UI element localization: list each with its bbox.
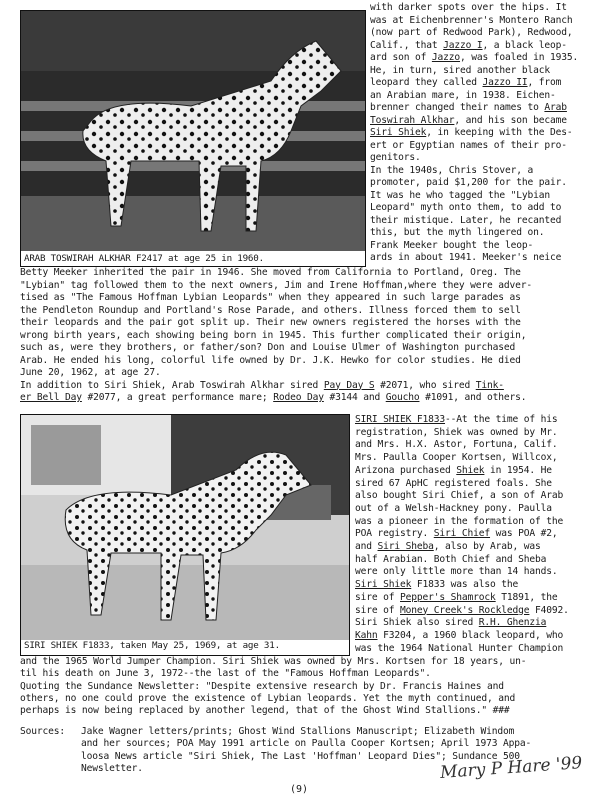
text-run: , and his son became	[454, 114, 567, 126]
text-run: their leopards and the pair got split up. Their new owners registered the horses with the	[20, 317, 521, 328]
text-line	[20, 267, 521, 280]
underlined-name: Goucho	[385, 392, 420, 403]
text-line	[370, 127, 573, 140]
text-run: He, in turn, sired another black	[370, 64, 551, 76]
text-line	[20, 330, 526, 343]
text-line	[370, 140, 567, 153]
text-run: (now part of Redwood Park), Redwood,	[370, 27, 573, 38]
text-run: the Pendleton Roundup and Portland's Rose Parade, and others. Illness forced them to sell	[20, 304, 521, 316]
underlined-name: Siri Shiek	[370, 127, 427, 138]
text-run: , from	[527, 77, 562, 88]
underlined-name: Siri Sheba	[377, 541, 434, 552]
text-line	[20, 656, 526, 669]
photo-siri-shiek	[20, 414, 350, 656]
text-line	[370, 40, 567, 53]
text-line	[355, 605, 569, 618]
text-run: was POA #2,	[490, 528, 558, 540]
text-run: #3144 and	[323, 392, 386, 403]
text-line	[370, 252, 561, 265]
text-run: Arab. He ended his long, colorful life owned by Dr. J.K. Hewko for color studies. He died	[20, 354, 521, 366]
text-run: their mistique. Later, he recanted	[370, 214, 562, 226]
photo-arab-toswirah-alkhar	[20, 10, 366, 267]
text-run: F4092.	[529, 604, 569, 616]
text-run: this, but the myth lingered on.	[370, 227, 545, 238]
text-line	[370, 27, 573, 40]
text-run: T1891, the	[495, 591, 558, 603]
text-run: and Mrs. H.X. Astor, Fortuna, Calif.	[355, 439, 558, 451]
text-line	[370, 52, 578, 65]
photo-caption: ARAB TOSWIRAH ALKHAR F2417 at age 25 in 1960.	[24, 253, 264, 264]
text-line	[355, 566, 558, 579]
text-run: ert or Egyptian names of their pro-	[370, 139, 567, 151]
text-run: others, no one could prove the existence of Lybian leopards. Yet the myth continued, and	[20, 692, 516, 704]
underlined-name: er Bell Day	[20, 392, 82, 403]
text-line	[370, 115, 567, 128]
text-run: In addition to Siri Shiek, Arab Toswirah Alkhar sired	[20, 379, 324, 391]
text-run: was the 1964 National Hunter Champion	[355, 642, 564, 654]
text-run: POA registry.	[355, 528, 434, 540]
text-line	[20, 305, 521, 318]
underlined-name: Arab	[544, 102, 567, 113]
text-run: perhaps is now being replaced by another legend, that of the Ghost Wind Stallions." ###	[20, 705, 510, 717]
source-line: loosa News article "Siri Shiek, The Last 'Hoffman' Leopard Dies"; Sundance 500	[81, 750, 520, 762]
text-line	[355, 465, 552, 478]
text-line	[20, 705, 509, 718]
text-line	[20, 367, 161, 380]
horse-photo-image-1	[21, 11, 365, 251]
text-line	[355, 579, 518, 592]
text-line	[370, 165, 533, 178]
text-run: in 1954. He	[484, 464, 552, 476]
text-run: brenner changed their names to	[370, 102, 545, 113]
text-line	[355, 541, 541, 554]
text-line	[370, 2, 567, 15]
text-run: was a pioneer in the formation of the	[355, 515, 564, 527]
text-run: In the 1940s, Chris Stover, a	[370, 164, 534, 176]
text-run: June 20, 1962, at age 27.	[20, 367, 161, 378]
text-run: Betty Meeker inherited the pair in 1946. She moved from California to Portland, Oreg. The	[20, 267, 521, 278]
underlined-name: Pepper's Shamrock	[400, 591, 496, 603]
underlined-name: Siri Shiek	[355, 579, 412, 591]
text-run: an Arabian mare, in 1938. Eichen-	[370, 89, 556, 101]
text-line	[355, 490, 563, 503]
text-run: , also by Arab, was	[433, 541, 541, 552]
underlined-name: SIRI SHIEK F1833	[355, 414, 446, 425]
text-run: , in keeping with the Des-	[426, 127, 573, 138]
text-line	[355, 592, 558, 605]
underlined-name: R.H. Ghenzia	[478, 617, 547, 629]
text-line	[355, 516, 563, 529]
text-run: such as, were they brothers, or father/son? Don and Louise Ulmer of Washington purchased	[20, 342, 516, 353]
text-run: genitors.	[370, 152, 421, 163]
text-run: "Lybian" tag followed them to the next owners, Jim and Irene Hoffman,where they were adver-	[20, 279, 532, 291]
underlined-name: Kahn	[355, 629, 378, 641]
text-run: and the 1965 World Jumper Champion. Siri Shiek was owned by Mrs. Kortsen for 18 years, un-	[20, 656, 527, 667]
text-line	[370, 190, 550, 203]
text-run: leopard they called	[370, 77, 483, 88]
text-run: registration, Shiek was owned by Mr.	[355, 426, 558, 438]
underlined-name: Shiek	[456, 464, 485, 476]
page-number: (9)	[290, 784, 309, 795]
underlined-name: Toswirah Alkhar	[370, 114, 455, 126]
text-run: tised as "The Famous Hoffman Lybian Leopards" when they appeared in such large parades as	[20, 292, 521, 303]
text-line	[370, 227, 544, 240]
text-run: Frank Meeker bought the leop-	[370, 239, 534, 251]
text-line	[20, 380, 504, 393]
text-run: half Arabian. Both Chief and Sheba	[355, 553, 547, 565]
text-line	[355, 528, 558, 541]
text-run: til his death on June 3, 1972--the last of the "Famous Hoffman Leopards".	[20, 668, 431, 680]
underlined-name: Jazzo II	[482, 77, 528, 88]
text-run: sire of	[355, 604, 401, 616]
text-run: Leopard" myth onto them, to add to	[370, 202, 562, 213]
text-run: #2071, who sired	[374, 379, 476, 391]
text-line	[20, 392, 526, 405]
text-run: and	[355, 541, 378, 552]
text-line	[355, 630, 563, 643]
text-run: , was foaled in 1935.	[460, 52, 579, 63]
text-line	[355, 503, 552, 516]
text-line	[20, 355, 521, 368]
text-run: ards in about 1941. Meeker's neice	[370, 252, 562, 263]
underlined-name: Pay Day S	[323, 379, 375, 391]
text-line	[355, 617, 546, 630]
text-run: ard son of	[370, 52, 432, 63]
text-run: was at Eichenbrenner's Montero Ranch	[370, 14, 573, 26]
text-run: F1833 was also the	[411, 579, 519, 591]
text-line	[370, 240, 533, 253]
text-line	[355, 414, 558, 427]
source-line: Newsletter.	[81, 762, 143, 774]
source-line: and her sources; POA May 1991 article on Paulla Cooper Kortsen; April 1973 Appa-	[81, 738, 532, 750]
text-line	[20, 280, 532, 293]
text-run: sired 67 ApHC registered foals. She	[355, 477, 552, 489]
text-run: with darker spots over the hips. It	[370, 2, 567, 13]
text-line	[370, 102, 567, 115]
text-run: out of a Welsh-Hackney pony. Paulla	[355, 502, 552, 514]
underlined-name: Siri Chief	[433, 528, 491, 540]
text-run: sire of	[355, 591, 401, 603]
text-run: Arizona purchased	[355, 464, 457, 476]
text-run: were only little more than 14 hands.	[355, 566, 558, 578]
text-run: #1091, and others.	[419, 392, 527, 403]
text-run: Quoting the Sundance Newsletter: "Despite extensive research by Dr. Francis Haines and	[20, 680, 504, 692]
text-line	[370, 152, 421, 165]
text-line	[20, 317, 521, 330]
horse-photo-image-2	[21, 415, 349, 640]
photo-caption: SIRI SHIEK F1833, taken May 25, 1969, at age 31.	[24, 640, 280, 651]
text-line	[370, 65, 550, 78]
underlined-name: Rodeo Day	[273, 392, 324, 403]
author-signature: Mary P Hare '99	[439, 753, 583, 783]
text-line	[355, 439, 558, 452]
text-run: It was he who tagged the "Lybian	[370, 189, 551, 201]
text-run: --At the time of his	[445, 414, 558, 425]
text-line	[355, 452, 558, 465]
underlined-name: Money Creek's Rockledge	[400, 604, 530, 616]
text-line	[20, 681, 504, 694]
text-line	[355, 478, 552, 491]
underlined-name: Tink-	[475, 379, 504, 391]
text-line	[20, 693, 515, 706]
text-line	[355, 643, 563, 656]
text-line	[20, 342, 515, 355]
text-run: #2077, a great performance mare;	[81, 392, 274, 403]
text-run: F3204, a 1960 black leopard, who	[377, 629, 564, 641]
text-line	[355, 554, 546, 567]
text-run: Mrs. Paulla Cooper Kortsen, Willcox,	[355, 452, 558, 464]
underlined-name: Jazzo I	[443, 39, 483, 51]
text-line	[370, 77, 561, 90]
underlined-name: Jazzo	[431, 52, 461, 63]
text-line	[355, 427, 558, 440]
text-line	[20, 292, 521, 305]
text-line	[20, 668, 431, 681]
text-run: promoter, paid $1,200 for the pair.	[370, 177, 567, 188]
sources-label: Sources:	[20, 726, 66, 737]
text-line	[370, 15, 573, 28]
text-run: Calif., that	[370, 39, 444, 51]
text-line	[370, 215, 561, 228]
text-run: also bought Siri Chief, a son of Arab	[355, 490, 564, 502]
text-line	[370, 90, 556, 103]
text-run: , a black leop-	[482, 39, 567, 51]
text-run: wrong birth years, each showing being born in 1945. This further complicated their origin,	[20, 329, 527, 341]
source-line: Jake Wagner letters/prints; Ghost Wind Stallions Manuscript; Elizabeth Windom	[81, 726, 515, 737]
text-line	[370, 202, 561, 215]
text-run: Siri Shiek also sired	[355, 617, 479, 629]
text-line	[370, 177, 567, 190]
